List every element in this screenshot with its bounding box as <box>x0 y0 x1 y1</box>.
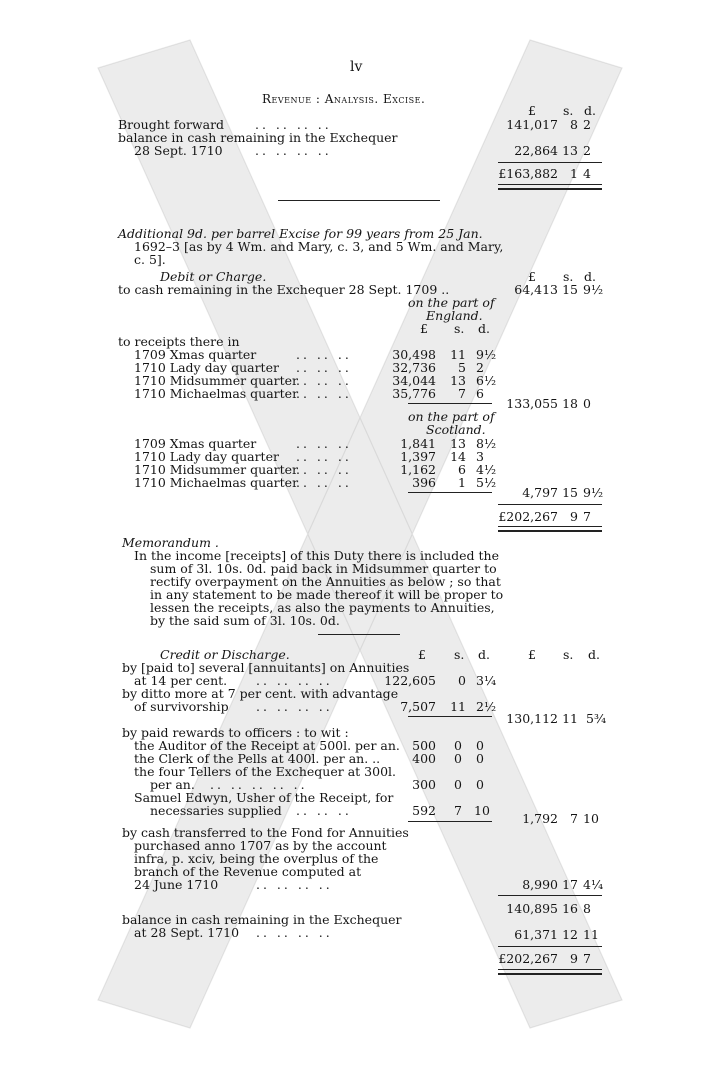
quarter-label: 1709 Xmas quarter <box>134 436 257 451</box>
subtotal-shillings: 7 <box>570 811 578 826</box>
fond-label: purchased anno 1707 as by the account <box>134 838 387 853</box>
leader-dots: .. .. .. <box>296 475 352 490</box>
leader-dots: .. .. .. <box>296 373 352 388</box>
leader-dots: .. .. .. .. <box>255 117 332 132</box>
subtotal-pence: 5¾ <box>586 711 607 726</box>
section-divider <box>278 200 440 201</box>
rule <box>498 504 602 505</box>
amount-pence: 8½ <box>476 436 497 451</box>
leader-dots: .. .. .. <box>296 449 352 464</box>
col-head-shillings: s. <box>563 269 574 284</box>
fond-label: infra, p. xciv, being the overplus of the <box>134 851 379 866</box>
leader-dots: .. .. .. <box>296 462 352 477</box>
annuities-label: by ditto more at 7 per cent. with advantage <box>122 686 399 701</box>
leader-dots: .. .. .. .. <box>256 877 333 892</box>
amount-pence: 5½ <box>476 475 497 490</box>
amount-pounds: 22,864 <box>514 143 558 158</box>
subtotal-shillings: 11 <box>562 711 578 726</box>
section-divider <box>318 634 400 635</box>
section-title-line: Additional 9d. per barrel Excise for 99 years from 25 Jan. <box>118 226 483 241</box>
subtotal-pence: 0 <box>583 396 591 411</box>
amount-pounds: 141,017 <box>506 117 558 132</box>
rule <box>498 946 602 947</box>
total-pence: 7 <box>583 951 591 966</box>
subtotal-pounds: 4,797 <box>522 485 558 500</box>
amount-shillings: 15 <box>562 282 578 297</box>
running-head: Revenue : Analysis. Excise. <box>262 92 426 106</box>
amount-shillings: 13 <box>562 143 578 158</box>
england-heading: England. <box>426 308 483 323</box>
leader-dots: .. .. .. .. <box>255 143 332 158</box>
quarter-label: 1709 Xmas quarter <box>134 347 257 362</box>
col-head-pounds: £ <box>528 269 536 284</box>
rewards-label: by paid rewards to officers : to wit : <box>122 725 349 740</box>
credit-heading: Credit or Discharge. <box>160 647 290 662</box>
memorandum-line: by the said sum of 3l. 10s. 0d. <box>150 613 340 628</box>
closing-balance-label: balance in cash remaining in the Exchequer <box>122 912 402 927</box>
fond-label: by cash transferred to the Fond for Annuities <box>122 825 409 840</box>
amount-pence: 2 <box>583 143 591 158</box>
balance-date: 28 Sept. 1710 <box>134 143 223 158</box>
leader-dots: .. .. .. <box>296 347 352 362</box>
col-head-pence: d. <box>478 647 490 662</box>
col-head-shillings: s. <box>454 647 465 662</box>
col-head-pence: d. <box>584 269 596 284</box>
fond-label: 24 June 1710 <box>134 877 219 892</box>
col-head-pounds: £ <box>528 103 536 118</box>
reward-label: the Auditor of the Receipt at 500l. per an. <box>134 738 400 753</box>
amount-shillings: 0 <box>458 673 466 688</box>
subtotal-pounds: 130,112 <box>506 711 558 726</box>
amount-shillings: 14 <box>450 449 466 464</box>
subtotal-shillings: 18 <box>562 396 578 411</box>
rule <box>408 716 492 717</box>
amount-shillings: 0 <box>454 738 462 753</box>
rule <box>408 403 492 404</box>
subtotal-pounds: 140,895 <box>506 901 558 916</box>
debit-heading: Debit or Charge. <box>160 269 267 284</box>
rule <box>498 895 602 896</box>
amount-pence: 9½ <box>476 347 497 362</box>
memorandum-line: In the income [receipts] of this Duty there is included the <box>134 548 500 563</box>
amount-shillings: 0 <box>454 777 462 792</box>
amount-pounds: 1,397 <box>400 449 436 464</box>
total-shillings: 9 <box>570 951 578 966</box>
leader-dots: .. .. .. .. <box>256 699 333 714</box>
total-pounds: £202,267 <box>498 951 558 966</box>
page-number: lv <box>350 59 363 75</box>
amount-pence: 2 <box>476 360 484 375</box>
amount-pence: 11 <box>583 927 599 942</box>
subtotal-pence: 9½ <box>583 485 604 500</box>
scotland-heading: on the part of <box>408 409 495 424</box>
quarter-label: 1710 Midsummer quarter <box>134 373 298 388</box>
amount-pounds: 34,044 <box>392 373 436 388</box>
col-head-pounds: £ <box>418 647 426 662</box>
total-shillings: 1 <box>570 166 578 181</box>
section-title-line: 1692–3 [as by 4 Wm. and Mary, c. 3, and 5 Wm. and Mary, <box>134 239 504 254</box>
leader-dots: .. .. .. <box>296 436 352 451</box>
annuities-label: at 14 per cent. <box>134 673 228 688</box>
amount-pounds: 300 <box>412 777 436 792</box>
amount-shillings: 0 <box>454 751 462 766</box>
rule <box>408 492 492 493</box>
receipts-label: to receipts there in <box>118 334 240 349</box>
quarter-label: 1710 Lady day quarter <box>134 449 279 464</box>
total-pence: 7 <box>583 509 591 524</box>
quarter-label: 1710 Lady day quarter <box>134 360 279 375</box>
amount-shillings: 11 <box>450 699 466 714</box>
amount-pence: 4¼ <box>583 877 604 892</box>
scotland-heading: Scotland. <box>426 422 486 437</box>
col-head-pounds: £ <box>528 647 536 662</box>
reward-label: the Clerk of the Pells at 400l. per an. .. <box>134 751 381 766</box>
reward-label: necessaries supplied <box>150 803 282 818</box>
subtotal-pence: 8 <box>583 901 591 916</box>
amount-pounds: 122,605 <box>384 673 436 688</box>
quarter-label: 1710 Michaelmas quarter <box>134 386 299 401</box>
subtotal-pence: 10 <box>583 811 599 826</box>
fond-label: branch of the Revenue computed at <box>134 864 362 879</box>
amount-pounds: 35,776 <box>392 386 436 401</box>
double-rule <box>498 969 602 975</box>
amount-pounds: 500 <box>412 738 436 753</box>
amount-pence: 0 <box>476 751 484 766</box>
memorandum-line: sum of 3l. 10s. 0d. paid back in Midsummer quarter to <box>150 561 497 576</box>
total-pence: 4 <box>583 166 591 181</box>
subtotal-pounds: 1,792 <box>522 811 558 826</box>
memorandum-line: rectify overpayment on the Annuities as below ; so that <box>150 574 501 589</box>
reward-label: Samuel Edwyn, Usher of the Receipt, for <box>134 790 394 805</box>
amount-pounds: 396 <box>412 475 436 490</box>
annuities-label: of survivorship <box>134 699 229 714</box>
leader-dots: .. .. .. .. <box>256 925 333 940</box>
amount-pence: 3¼ <box>476 673 497 688</box>
amount-pounds: 61,371 <box>514 927 558 942</box>
annuities-label: by [paid to] several [annuitants] on Annuities <box>122 660 410 675</box>
amount-shillings: 1 <box>458 475 466 490</box>
amount-pounds: 400 <box>412 751 436 766</box>
subtotal-shillings: 15 <box>562 485 578 500</box>
amount-pence: 10 <box>474 803 490 818</box>
leader-dots: .. .. .. .. <box>256 673 333 688</box>
amount-pence: 6 <box>476 386 484 401</box>
closing-balance-date: at 28 Sept. 1710 <box>134 925 240 940</box>
memorandum-heading: Memorandum . <box>122 535 219 550</box>
quarter-label: 1710 Michaelmas quarter <box>134 475 299 490</box>
amount-pence: 0 <box>476 777 484 792</box>
amount-pounds: 7,507 <box>400 699 436 714</box>
col-head-pence: d. <box>588 647 600 662</box>
col-head-shillings: s. <box>563 103 574 118</box>
leader-dots: .. .. .. <box>296 803 352 818</box>
rule <box>498 162 602 163</box>
amount-pence: 9½ <box>583 282 604 297</box>
amount-shillings: 17 <box>562 877 578 892</box>
double-rule <box>498 526 602 532</box>
subtotal-pounds: 133,055 <box>506 396 558 411</box>
brought-forward-label: Brought forward <box>118 117 225 132</box>
double-rule <box>498 184 602 190</box>
leader-dots: .. .. .. <box>296 360 352 375</box>
amount-shillings: 7 <box>454 803 462 818</box>
amount-pounds: 64,413 <box>514 282 558 297</box>
amount-shillings: 7 <box>458 386 466 401</box>
amount-shillings: 8 <box>570 117 578 132</box>
subtotal-shillings: 16 <box>562 901 578 916</box>
amount-pence: 6½ <box>476 373 497 388</box>
balance-label: balance in cash remaining in the Exchequer <box>118 130 398 145</box>
total-pounds: £202,267 <box>498 509 558 524</box>
col-head-shillings: s. <box>563 647 574 662</box>
reward-label: per an. <box>150 777 195 792</box>
leader-dots: .. .. .. <box>296 386 352 401</box>
amount-shillings: 13 <box>450 373 466 388</box>
col-head-pence: d. <box>584 103 596 118</box>
opening-balance-label: to cash remaining in the Exchequer 28 Sept. 1709 .. <box>118 282 450 297</box>
total-pounds: £163,882 <box>498 166 558 181</box>
amount-pence: 4½ <box>476 462 497 477</box>
amount-pence: 2 <box>583 117 591 132</box>
amount-pounds: 1,841 <box>400 436 436 451</box>
leader-dots: .. .. .. .. .. <box>210 777 308 792</box>
amount-shillings: 5 <box>458 360 466 375</box>
col-head-pence: d. <box>478 321 490 336</box>
rule <box>408 821 492 822</box>
amount-pounds: 1,162 <box>400 462 436 477</box>
col-head-shillings: s. <box>454 321 465 336</box>
amount-shillings: 6 <box>458 462 466 477</box>
quarter-label: 1710 Midsummer quarter <box>134 462 298 477</box>
amount-pounds: 32,736 <box>392 360 436 375</box>
amount-shillings: 12 <box>562 927 578 942</box>
amount-shillings: 11 <box>450 347 466 362</box>
memorandum-line: lessen the receipts, as also the payments to Annuities, <box>150 600 495 615</box>
amount-pounds: 8,990 <box>522 877 558 892</box>
amount-shillings: 13 <box>450 436 466 451</box>
amount-pounds: 592 <box>412 803 436 818</box>
amount-pence: 3 <box>476 449 484 464</box>
amount-pounds: 30,498 <box>392 347 436 362</box>
amount-pence: 0 <box>476 738 484 753</box>
reward-label: the four Tellers of the Exchequer at 300l. <box>134 764 396 779</box>
section-title-line: c. 5]. <box>134 252 166 267</box>
memorandum-line: in any statement to be made thereof it will be proper to <box>150 587 504 602</box>
amount-pence: 2½ <box>476 699 497 714</box>
total-shillings: 9 <box>570 509 578 524</box>
col-head-pounds: £ <box>420 321 428 336</box>
england-heading: on the part of <box>408 295 495 310</box>
